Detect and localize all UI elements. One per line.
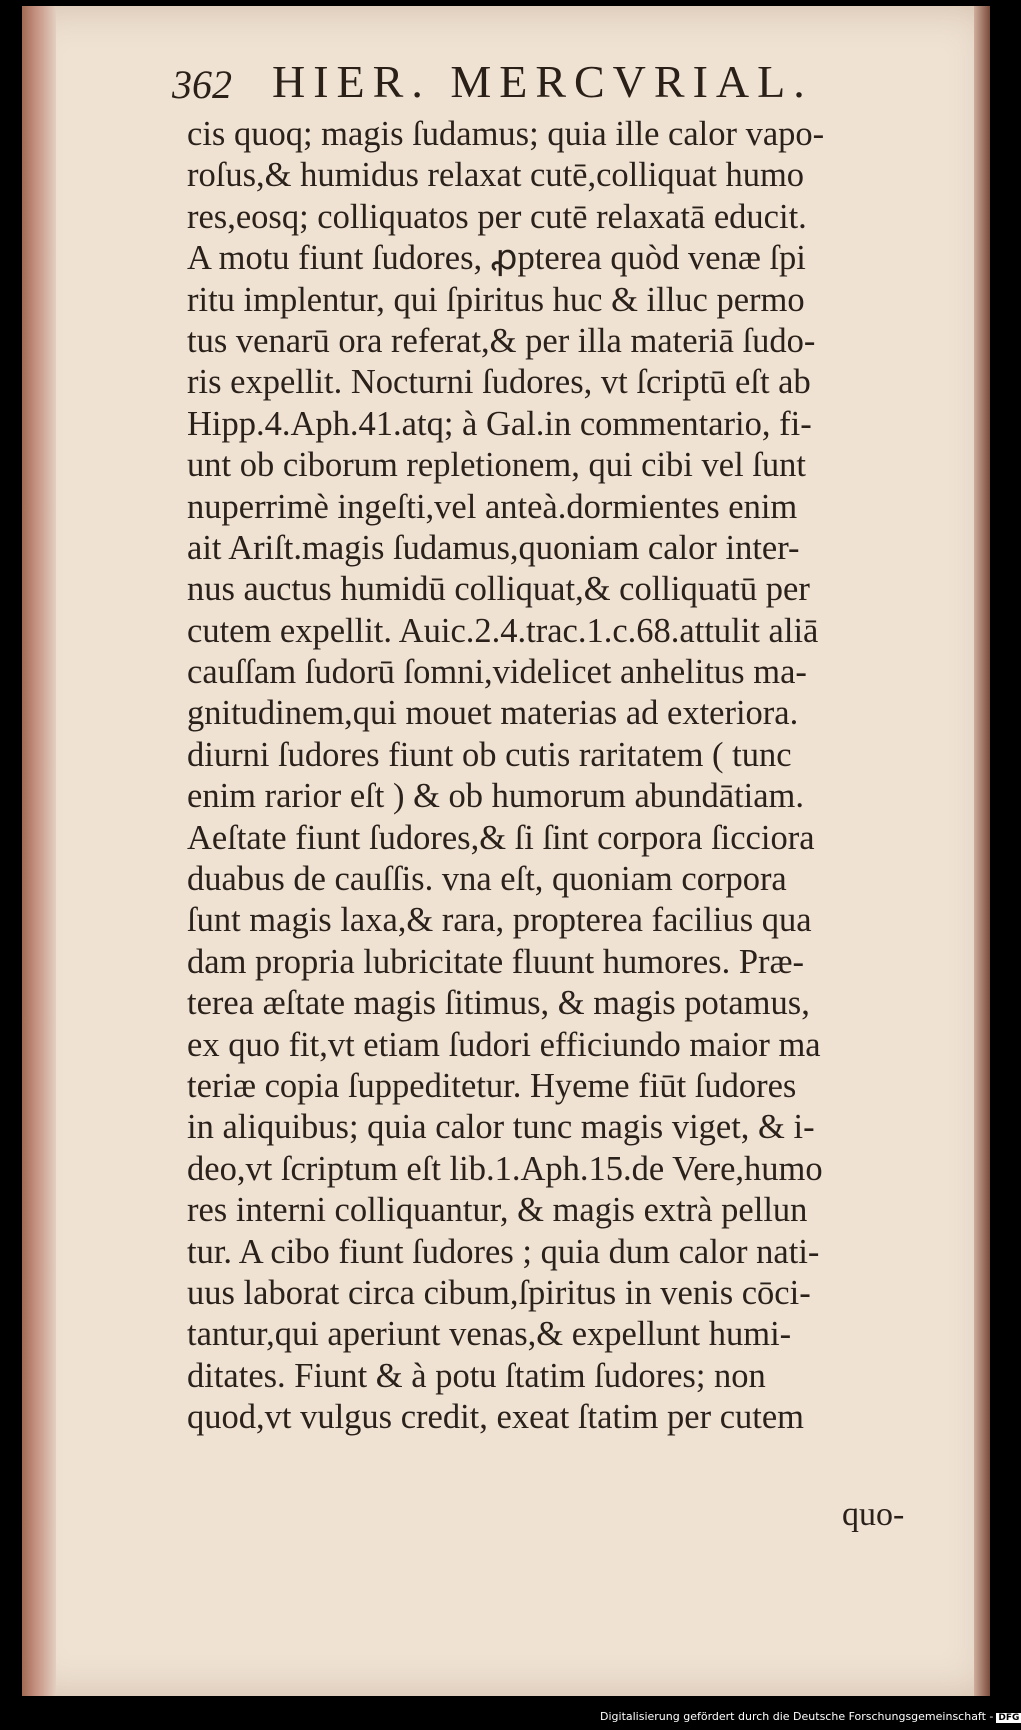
text-line: quod,vt vulgus credit, exeat ſtatim per cutem xyxy=(187,1398,804,1437)
folio-number: 362 xyxy=(172,62,232,107)
text-line: tus venarū ora referat,& per illa materiā ſudo- xyxy=(187,321,816,360)
dfg-logo-icon: DFG xyxy=(998,1713,1020,1723)
text-line: ditates. Fiunt & à potu ſtatim ſudores; non xyxy=(187,1356,766,1395)
body-text xyxy=(187,114,947,1439)
catchword: quo- xyxy=(842,1496,905,1533)
text-line: teriæ copia ſuppeditetur. Hyeme fiūt ſudores xyxy=(187,1066,797,1105)
text-line: deo,vt ſcriptum eſt lib.1.Aph.15.de Vere,humo xyxy=(187,1149,823,1188)
text-line: A motu fiunt ſudores, ꝓpterea quòd venæ ſpi xyxy=(187,239,806,278)
text-line: dam propria lubricitate fluunt humores. Præ- xyxy=(187,942,805,981)
text-line: roſus,& humidus relaxat cutē,colliquat humo xyxy=(187,156,805,195)
text-line: Hipp.4.Aph.41.atq; à Gal.in commentario, fi- xyxy=(187,404,812,443)
text-line: diurni ſudores fiunt ob cutis raritatem ( tunc xyxy=(187,735,792,774)
text-line: ait Ariſt.magis ſudamus,quoniam calor inter- xyxy=(187,528,800,567)
text-line: ritu implentur, qui ſpiritus huc & illuc permo xyxy=(187,280,805,319)
text-line: uus laborat circa cibum,ſpiritus in venis cōci- xyxy=(187,1273,811,1312)
text-line: ex quo fit,vt etiam ſudori efficiundo maior ma xyxy=(187,1025,821,1064)
text-line: gnitudinem,qui mouet materias ad exteriora. xyxy=(187,694,799,733)
text-line: tur. A cibo fiunt ſudores ; quia dum calor nati- xyxy=(187,1232,820,1271)
text-line: cutem expellit. Auic.2.4.trac.1.c.68.attulit aliā xyxy=(187,611,819,650)
page-gutter xyxy=(22,6,56,1696)
page-header xyxy=(172,50,892,108)
digitization-credit xyxy=(600,1710,1021,1723)
text-line: ris expellit. Nocturni ſudores, vt ſcriptū eſt ab xyxy=(187,363,811,402)
text-line: terea æſtate magis ſitimus, & magis potamus, xyxy=(187,984,810,1023)
text-line: nuperrimè ingeſti,vel anteà.dormientes enim xyxy=(187,487,798,526)
text-line: ſunt magis laxa,& rara, propterea facilius qua xyxy=(187,901,812,940)
text-line: Aeſtate fiunt ſudores,& ſi ſint corpora ſicciora xyxy=(187,818,815,857)
book-page xyxy=(22,6,990,1696)
text-line: enim rarior eſt ) & ob humorum abundātiam. xyxy=(187,777,805,816)
credit-text: Digitalisierung gefördert durch die Deutsche Forschungsgemeinschaft - xyxy=(600,1710,994,1723)
text-line: tantur,qui aperiunt venas,& expellunt humi- xyxy=(187,1315,792,1354)
text-line: cis quoq; magis ſudamus; quia ille calor vapo- xyxy=(187,115,825,153)
running-head: HIER. MERCVRIAL. xyxy=(272,56,813,107)
text-line: res,eosq; colliquatos per cutē relaxatā educit. xyxy=(187,197,807,236)
text-line: cauſſam ſudorū ſomni,videlicet anhelitus ma- xyxy=(187,653,807,692)
page-edge xyxy=(974,6,990,1696)
text-line: unt ob ciborum repletionem, qui cibi vel ſunt xyxy=(187,446,806,485)
text-line: in aliquibus; quia calor tunc magis viget, & i- xyxy=(187,1108,815,1147)
text-line: duabus de cauſſis. vna eſt, quoniam corpora xyxy=(187,860,787,899)
text-line: res interni colliquantur, & magis extrà pellun xyxy=(187,1191,808,1230)
text-line: nus auctus humidū colliquat,& colliquatū per xyxy=(187,570,810,609)
